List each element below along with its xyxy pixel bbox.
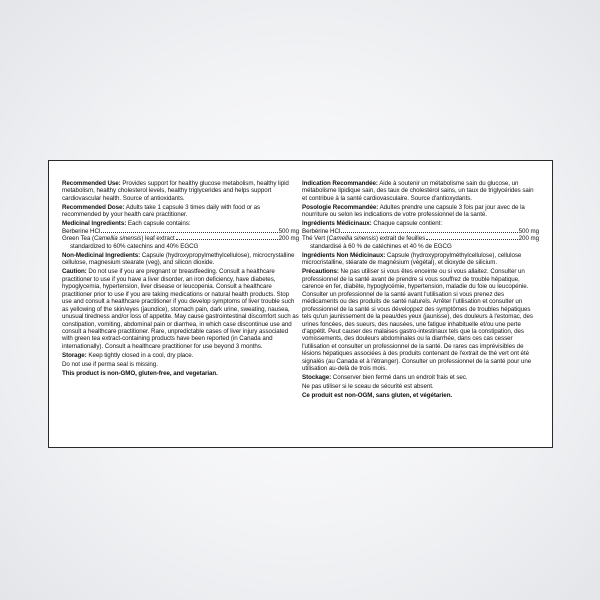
non-medicinal-ingredients-fr	[302, 252, 539, 267]
seal-warning-fr: Ne pas utiliser si le sceau de sécurité est absent.	[302, 383, 434, 391]
ingredient-standardization: standardized to 60% catechins and 40% EGCG	[70, 242, 199, 250]
storage-fr	[302, 374, 539, 381]
ingredient-row-green-tea	[62, 235, 299, 242]
storage-text: Keep tightly closed in a cool, dry place.	[86, 351, 194, 359]
product-claim-fr: Ce produit est non-OGM, sans gluten, et végétarien.	[302, 392, 453, 400]
ingredient-row-berberine-fr	[302, 228, 539, 235]
french-column	[302, 180, 539, 441]
non-medicinal-heading-fr: Ingrédients Non Médicinaux:	[302, 251, 386, 259]
ingredient-row-green-tea-fr	[302, 235, 539, 242]
caution-fr	[302, 268, 539, 372]
ingredient-amount: 200 mg	[518, 235, 539, 243]
medicinal-ingredients	[62, 220, 299, 227]
ingredient-name-part: ) extrait de feuilles	[375, 235, 426, 243]
ingredient-amount: 500 mg	[278, 227, 299, 235]
caution	[62, 268, 299, 350]
ingredient-name	[62, 235, 175, 242]
medicinal-ingredients-heading: Medicinal Ingredients:	[62, 220, 127, 228]
recommended-use-text: Provides support for healthy glucose metabolism, healthy lipid metabolism, healthy cholesterol levels, healthy triglycerides and helps support cardiovascular health. Source of antioxidants.	[62, 180, 289, 202]
recommended-use-heading: Recommended Use:	[62, 180, 121, 187]
ingredient-name: Berbérine HCl	[302, 227, 341, 235]
ingredient-standardization-fr: standardisé à 60 % de catéchines et 40 % de EGCG	[310, 242, 452, 250]
caution-heading: Caution:	[62, 268, 87, 276]
recommended-dose-heading-fr: Posologie Recommandée:	[302, 203, 379, 211]
ingredient-name-part: Green Tea (	[62, 235, 95, 243]
recommended-dose-text: Adults take 1 capsule 3 times daily with food or as recommended by your health care practitioner.	[62, 203, 261, 219]
ingredient-name-part: ) leaf extract	[141, 235, 175, 243]
english-column	[62, 180, 299, 441]
product-claim: This product is non-GMO, gluten-free, and vegetarian.	[62, 370, 218, 378]
product-label-panel	[48, 160, 553, 448]
non-medicinal-ingredients	[62, 252, 299, 267]
non-medicinal-heading: Non-Medicinal Ingredients:	[62, 251, 141, 259]
storage-heading-fr: Stockage:	[302, 374, 332, 382]
medicinal-ingredients-intro-fr: Chaque capsule contient:	[371, 220, 442, 228]
medicinal-ingredients-heading-fr: Ingrédients Médicinaux:	[302, 220, 372, 228]
ingredient-amount: 200 mg	[278, 235, 299, 243]
ingredient-amount: 500 mg	[518, 227, 539, 235]
recommended-dose	[62, 204, 299, 219]
dot-leader	[101, 231, 277, 233]
caution-heading-fr: Précautions:	[302, 268, 339, 276]
recommended-dose-fr	[302, 204, 539, 219]
non-medicinal-text: Capsule (hydroxypropylmethylcellulose), microcrystalline cellulose, magnesium stearate (veg), and silicon dioxide.	[62, 251, 295, 267]
ingredient-row-berberine	[62, 228, 299, 235]
dot-leader	[426, 238, 518, 240]
recommended-dose-heading: Recommended Dose:	[62, 203, 125, 211]
recommended-dose-text-fr: Adultes prendre une capsule 3 fois par jour avec de la nourriture ou selon les indications de votre professionnel de la santé.	[302, 203, 525, 219]
ingredient-name-part: Thé Vert (	[302, 235, 329, 243]
dot-leader	[176, 238, 278, 240]
dot-leader	[341, 231, 517, 233]
caution-text: Do not use if you are pregnant or breastfeeding. Consult a healthcare practitioner to use if you have a liver disorder, an iron deficiency, have diabetes, hypoglycemia, hypertension, liver disease or leucopenia. Consult a healthcare practitioner prior to use if you are taking medications or natural health products. Stop use and consult a healthcare practitioner if you develop symptoms of liver trouble such as yellowing of the skin/eyes (jaundice), stomach pain, dark urine, sweating, nausea, unusual tiredness and/or loss of appetite. May cause gastrointestinal discomfort such as constipation, vomiting, abdominal pain or diarrhea, in which case discontinue use and consult a healthcare practitioner. Rare, unpredictable cases of liver injury associated with green tea extract-containing products have been reported (in Canada and internationally). Consult a healthcare practitioner for use beyond 3 months.	[62, 268, 299, 350]
medicinal-ingredients-fr	[302, 220, 539, 227]
caution-text-fr: Ne pas utiliser si vous êtes enceinte ou si vous allaitez. Consulter un professionnel de la santé avant de prendre si vous souffrez de trouble hépatique, carence en fer, diabète, hypoglycémie, hypertension, maladie du foie ou leucopénie. Consulter un professionnel de la santé avant l'utilisation si vous prenez des médicaments ou des produits de santé naturels. Arrêter l'utilisation et consulter un professionnel de la santé si vous développez des symptômes de troubles hépatiques tels qu'un jaunissement de la peau/des yeux (jaunisse), des douleurs à l'estomac, des urines foncées, des sueurs, des nausées, une fatigue inhabituelle et/ou une perte d'appétit. Peut causer des malaises gastro-intestinaux tels que la constipation, des vomissements, des douleurs abdominales ou la diarrhée, dans ces cas cesser l'utilisation et consulter un professionnel de la santé. De rares cas imprévisibles de lésions hépatiques associées à des produits contenant de l'extrait de thé vert ont été signalés (au Canada et à l'étranger). Consulter un professionnel de la santé pour une utilisation au-delà de trois mois.	[302, 268, 533, 373]
ingredient-latin-name: Camellia sinensis	[94, 235, 142, 243]
recommended-use-fr	[302, 180, 539, 202]
storage-text-fr: Conserver bien fermé dans un endroit frais et sec.	[331, 374, 468, 382]
medicinal-ingredients-intro: Each capsule contains:	[126, 220, 191, 228]
ingredient-name	[302, 235, 425, 242]
ingredient-name: Berberine HCl	[62, 227, 101, 235]
non-medicinal-text-fr: Capsule (hydroxypropylméthylcellulose), cellulose microcristalline, stéarate de magnésium (végétal), et dioxyde de silicium.	[302, 251, 522, 267]
ingredient-latin-name: Camellia sinensis	[328, 235, 376, 243]
recommended-use-heading-fr: Indication Recommandée:	[302, 180, 378, 187]
recommended-use	[62, 180, 299, 202]
recommended-use-text-fr: Aide à soutenir un métabolisme sain du glucose, un métabolisme lipidique sain, des taux de cholestérol sains, un taux de triglycérides sain et contribue à la santé cardiovasculaire. Source d'antioxydants.	[302, 180, 534, 202]
storage-heading: Storage:	[62, 351, 87, 359]
storage	[62, 352, 299, 359]
seal-warning: Do not use if perma seal is missing.	[62, 360, 158, 368]
